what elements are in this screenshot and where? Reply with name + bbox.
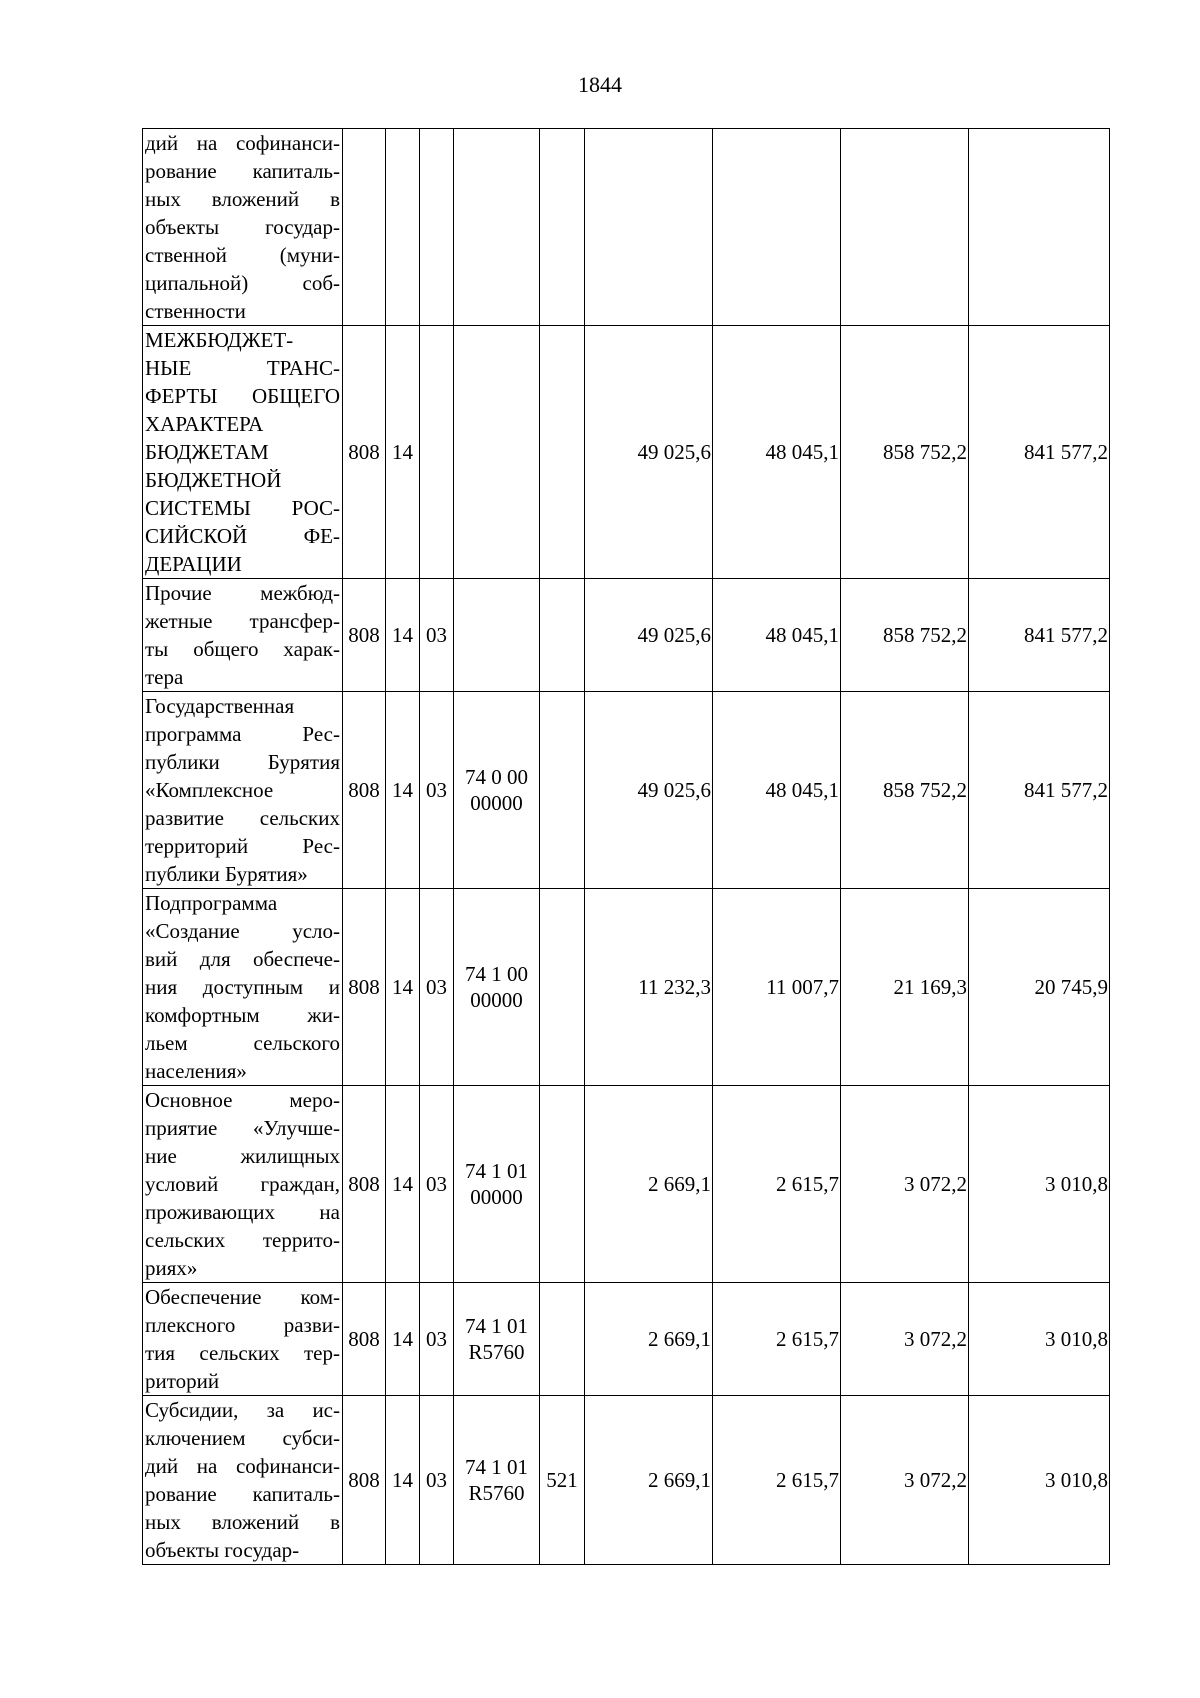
amount-2-cell: 2 615,7 — [713, 1396, 841, 1565]
ved-cell: 808 — [343, 692, 386, 889]
amount-4-cell: 841 577,2 — [969, 579, 1110, 692]
amount-3-cell: 3 072,2 — [841, 1086, 969, 1283]
item-name-line: публики Бурятия — [145, 750, 340, 774]
amount-2-cell: 48 045,1 — [713, 326, 841, 579]
target-article-cell — [454, 579, 540, 692]
item-name-line: тия сельских тер- — [145, 1341, 340, 1365]
amount-2-cell: 48 045,1 — [713, 579, 841, 692]
section-cell: 14 — [386, 579, 420, 692]
item-name-line: риях» — [145, 1256, 198, 1280]
amount-4-cell: 20 745,9 — [969, 889, 1110, 1086]
item-name-line: НЫЕ ТРАНС- — [145, 356, 340, 380]
amount-1-cell: 49 025,6 — [585, 692, 713, 889]
item-name-line: развитие сельских — [145, 806, 340, 830]
item-name-line: СИСТЕМЫ РОС- — [145, 496, 340, 520]
amount-2-cell: 2 615,7 — [713, 1086, 841, 1283]
item-name-cell — [143, 889, 343, 1086]
item-name-line: ты общего харак- — [145, 637, 340, 661]
item-name-cell — [143, 1086, 343, 1283]
table-body — [143, 129, 1110, 1565]
item-name-line: ключением субси- — [145, 1426, 340, 1450]
amount-1-cell: 11 232,3 — [585, 889, 713, 1086]
section-cell: 14 — [386, 1086, 420, 1283]
item-name-cell — [143, 129, 343, 326]
amount-2-cell: 48 045,1 — [713, 692, 841, 889]
amount-1-cell: 2 669,1 — [585, 1283, 713, 1396]
item-name-line: СИЙСКОЙ ФЕ- — [145, 524, 340, 548]
item-name-line: ДЕРАЦИИ — [145, 552, 242, 576]
expense-type-cell — [540, 1086, 585, 1283]
subsection-cell: 03 — [420, 1086, 454, 1283]
table-row — [143, 1283, 1110, 1396]
item-name-line: ственной (муни- — [145, 243, 340, 267]
amount-4-cell: 3 010,8 — [969, 1283, 1110, 1396]
item-name-line: сельских террито- — [145, 1228, 340, 1252]
item-name-line: программа Рес- — [145, 722, 340, 746]
item-name-line: «Создание усло- — [145, 919, 340, 943]
item-name-line: ных вложений в — [145, 1510, 340, 1534]
amount-4-cell: 3 010,8 — [969, 1396, 1110, 1565]
table-row — [143, 1086, 1110, 1283]
page-number: 1844 — [578, 72, 622, 97]
item-name-line: риторий — [145, 1369, 220, 1393]
amount-1-cell: 2 669,1 — [585, 1086, 713, 1283]
target-article-cell — [454, 129, 540, 326]
item-name-line: территорий Рес- — [145, 834, 340, 858]
item-name-line: объекты государ- — [145, 1538, 300, 1562]
amount-1-cell — [585, 129, 713, 326]
item-name-line: льем сельского — [145, 1031, 340, 1055]
subsection-cell: 03 — [420, 889, 454, 1086]
expense-type-cell — [540, 889, 585, 1086]
item-name-cell — [143, 579, 343, 692]
amount-2-cell — [713, 129, 841, 326]
subsection-cell: 03 — [420, 579, 454, 692]
ved-cell: 808 — [343, 1086, 386, 1283]
expense-type-cell — [540, 129, 585, 326]
item-name-line: ных вложений в — [145, 187, 340, 211]
item-name-line: тера — [145, 665, 184, 689]
item-name-line: ХАРАКТЕРА — [145, 412, 264, 436]
section-cell: 14 — [386, 692, 420, 889]
section-cell — [386, 129, 420, 326]
item-name-line: Обеспечение ком- — [145, 1285, 340, 1309]
amount-1-cell: 49 025,6 — [585, 326, 713, 579]
subsection-cell: 03 — [420, 692, 454, 889]
subsection-cell — [420, 326, 454, 579]
item-name-cell — [143, 1396, 343, 1565]
amount-2-cell: 11 007,7 — [713, 889, 841, 1086]
section-cell: 14 — [386, 1283, 420, 1396]
item-name-line: комфортным жи- — [145, 1003, 340, 1027]
amount-3-cell: 858 752,2 — [841, 326, 969, 579]
table-row — [143, 129, 1110, 326]
amount-4-cell — [969, 129, 1110, 326]
ved-cell: 808 — [343, 889, 386, 1086]
subsection-cell: 03 — [420, 1396, 454, 1565]
section-cell: 14 — [386, 326, 420, 579]
target-article-cell: 74 1 01 00000 — [454, 1086, 540, 1283]
expense-type-cell — [540, 326, 585, 579]
ved-cell: 808 — [343, 326, 386, 579]
item-name-line: ципальной) соб- — [145, 271, 340, 295]
subsection-cell: 03 — [420, 1283, 454, 1396]
ved-cell: 808 — [343, 1396, 386, 1565]
item-name-line: «Комплексное — [145, 778, 274, 802]
table-row — [143, 579, 1110, 692]
item-name-line: жетные трансфер- — [145, 609, 340, 633]
item-name-line: ния доступным и — [145, 975, 340, 999]
expense-type-cell — [540, 1283, 585, 1396]
item-name-line: дий на софинанси- — [145, 1454, 340, 1478]
target-article-cell: 74 1 01 R5760 — [454, 1283, 540, 1396]
amount-3-cell: 3 072,2 — [841, 1396, 969, 1565]
amount-3-cell — [841, 129, 969, 326]
section-cell: 14 — [386, 1396, 420, 1565]
item-name-line: публики Бурятия» — [145, 862, 308, 886]
subsection-cell — [420, 129, 454, 326]
item-name-line: Основное меро- — [145, 1088, 340, 1112]
target-article-cell: 74 1 01 R5760 — [454, 1396, 540, 1565]
amount-3-cell: 21 169,3 — [841, 889, 969, 1086]
expense-type-cell — [540, 579, 585, 692]
expense-type-cell: 521 — [540, 1396, 585, 1565]
table-row — [143, 1396, 1110, 1565]
item-name-line: приятие «Улучше- — [145, 1116, 340, 1140]
item-name-line: Субсидии, за ис- — [145, 1398, 340, 1422]
amount-3-cell: 858 752,2 — [841, 692, 969, 889]
item-name-line: БЮДЖЕТНОЙ — [145, 468, 282, 492]
section-cell: 14 — [386, 889, 420, 1086]
item-name-line: плексного разви- — [145, 1313, 340, 1337]
item-name-line: Государственная — [145, 694, 295, 718]
item-name-line: рование капиталь- — [145, 1482, 340, 1506]
table-row — [143, 889, 1110, 1086]
item-name-line: ственности — [145, 299, 246, 323]
item-name-line: Прочие межбюд- — [145, 581, 340, 605]
amount-4-cell: 841 577,2 — [969, 692, 1110, 889]
item-name-line: объекты государ- — [145, 215, 340, 239]
item-name-cell — [143, 1283, 343, 1396]
item-name-line: проживающих на — [145, 1200, 340, 1224]
amount-4-cell: 3 010,8 — [969, 1086, 1110, 1283]
amount-2-cell: 2 615,7 — [713, 1283, 841, 1396]
expense-type-cell — [540, 692, 585, 889]
ved-cell: 808 — [343, 1283, 386, 1396]
item-name-line: БЮДЖЕТАМ — [145, 440, 269, 464]
item-name-line: условий граждан, — [145, 1172, 340, 1196]
item-name-line: вий для обеспече- — [145, 947, 340, 971]
item-name-line: ние жилищных — [145, 1144, 340, 1168]
target-article-cell: 74 0 00 00000 — [454, 692, 540, 889]
table-row — [143, 692, 1110, 889]
amount-3-cell: 858 752,2 — [841, 579, 969, 692]
ved-cell — [343, 129, 386, 326]
budget-table — [142, 128, 1110, 1565]
item-name-cell — [143, 326, 343, 579]
item-name-line: населения» — [145, 1059, 247, 1083]
amount-1-cell: 49 025,6 — [585, 579, 713, 692]
ved-cell: 808 — [343, 579, 386, 692]
item-name-line: Подпрограмма — [145, 891, 278, 915]
table-row — [143, 326, 1110, 579]
target-article-cell: 74 1 00 00000 — [454, 889, 540, 1086]
item-name-line: ФЕРТЫ ОБЩЕГО — [145, 384, 340, 408]
target-article-cell — [454, 326, 540, 579]
amount-4-cell: 841 577,2 — [969, 326, 1110, 579]
item-name-cell — [143, 692, 343, 889]
amount-1-cell: 2 669,1 — [585, 1396, 713, 1565]
amount-3-cell: 3 072,2 — [841, 1283, 969, 1396]
item-name-line: МЕЖБЮДЖЕТ- — [145, 328, 294, 352]
item-name-line: дий на софинанси- — [145, 131, 340, 155]
item-name-line: рование капиталь- — [145, 159, 340, 183]
